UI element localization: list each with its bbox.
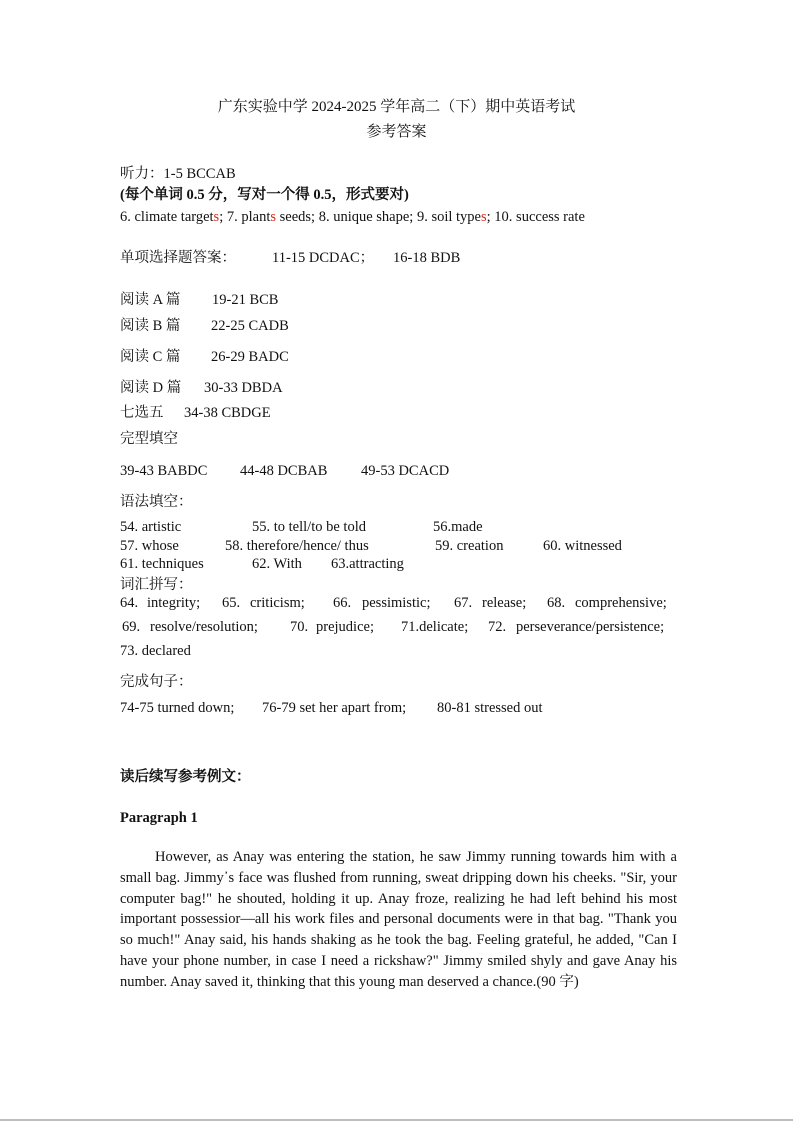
vocab-number: 68. — [547, 595, 566, 611]
page-title: 广东实验中学 2024-2025 学年高二（下）期中英语考试 — [217, 99, 576, 115]
cloze-group-2: 44-48 DCBAB — [240, 463, 328, 479]
vocab-number: 64. — [120, 595, 139, 611]
seven-five-label: 七选五 — [120, 405, 164, 421]
listening-item-6: 6. climate target — [120, 209, 214, 225]
sentence-item: 80-81 stressed out — [437, 700, 543, 716]
vocab-number: 72. — [488, 619, 507, 635]
page-bottom-divider — [0, 1119, 793, 1121]
single-choice-answers-a: 11-15 DCDAC； — [272, 250, 375, 266]
vocab-word: 71.delicate; — [401, 619, 469, 635]
grammar-item: 61. techniques — [120, 556, 204, 572]
vocab-number: 67. — [454, 595, 473, 611]
listening-scoring-note: (每个单词 0.5 分，写对一个得 0.5，形式要对) — [120, 187, 409, 203]
cloze-group-3: 49-53 DCACD — [361, 463, 450, 479]
sample-paragraph: However, as Anay was entering the station, he saw Jimmy running towards him with a small bag. Jimmy᾽s face was flushed from running, sweat dripping down his cheeks. "Sir, your computer bag!" he shouted, holding it up. Anay froze, realizing he had left behind his most important possessior—all his work files and personal documents were in that bag. "Thank you so much!" Anay said, his hands shaking as he took the bag. Feeling grateful, he added, "Can I have your phone number, in case I need a rickshaw?" Jimmy smiled shyly and gave Anay his number. Anay saved it, thinking that this young man deserved a chance.(90 字) — [120, 849, 677, 990]
single-choice-answers-b: 16-18 BDB — [393, 250, 461, 266]
grammar-item: 54. artistic — [120, 519, 182, 535]
paragraph-title: Paragraph 1 — [120, 810, 198, 826]
listening-item-9-suffix: s — [481, 209, 487, 225]
listening-item-6-suffix: s — [213, 209, 220, 225]
cloze-group-1: 39-43 BABDC — [120, 463, 208, 479]
listening-items: 6. climate targets; 7. plants seeds; 8. unique shape; 9. soil types; 10. success rate — [120, 209, 585, 225]
reading-d-label: 阅读 D 篇 — [120, 380, 182, 396]
vocab-word: 73. declared — [120, 643, 191, 659]
grammar-item: 59. creation — [435, 538, 504, 554]
vocab-number: 69. — [122, 619, 141, 635]
vocab-label: 词汇拼写： — [120, 577, 193, 593]
vocab-number: 70. — [290, 619, 309, 635]
listening-label: 听力：1-5 BCCAB — [120, 166, 236, 182]
listening-item-10: ; 10. success rate — [486, 209, 585, 225]
vocab-word: prejudice; — [316, 619, 374, 635]
reading-d-answer: 30-33 DBDA — [204, 380, 283, 396]
seven-five-answer: 34-38 CBDGE — [184, 405, 271, 421]
reading-c-label: 阅读 C 篇 — [120, 349, 181, 365]
grammar-item: 63.attracting — [331, 556, 404, 572]
page-subtitle: 参考答案 — [366, 124, 427, 140]
sentence-label: 完成句子： — [120, 674, 193, 690]
sentence-item: 74-75 turned down; — [120, 700, 235, 716]
vocab-word: pessimistic; — [362, 595, 431, 611]
writing-label: 读后续写参考例文： — [120, 769, 251, 785]
vocab-word: comprehensive; — [575, 595, 667, 611]
cloze-label: 完型填空 — [120, 431, 178, 447]
single-choice-label: 单项选择题答案： — [120, 250, 236, 266]
vocab-word: resolve/resolution; — [150, 619, 258, 635]
grammar-item: 60. witnessed — [543, 538, 622, 554]
vocab-word: release; — [482, 595, 527, 611]
vocab-word: integrity; — [147, 595, 201, 611]
grammar-item: 57. whose — [120, 538, 179, 554]
reading-b-label: 阅读 B 篇 — [120, 318, 181, 334]
sentence-item: 76-79 set her apart from; — [262, 700, 407, 716]
grammar-item: 55. to tell/to be told — [252, 519, 366, 535]
reading-b-answer: 22-25 CADB — [211, 318, 289, 334]
grammar-item: 56.made — [433, 519, 483, 535]
reading-c-answer: 26-29 BADC — [211, 349, 289, 365]
vocab-word: criticism; — [250, 595, 305, 611]
listening-item-7-suffix: s — [270, 209, 277, 225]
grammar-item: 62. With — [252, 556, 302, 572]
vocab-word: perseverance/persistence; — [516, 619, 665, 635]
reading-a-label: 阅读 A 篇 — [120, 292, 181, 308]
vocab-number: 66. — [333, 595, 352, 611]
grammar-label: 语法填空： — [120, 494, 193, 510]
listening-item-7: 7. plant — [223, 209, 271, 225]
grammar-item: 58. therefore/hence/ thus — [225, 538, 369, 554]
reading-a-answer: 19-21 BCB — [212, 292, 279, 308]
vocab-number: 65. — [222, 595, 241, 611]
